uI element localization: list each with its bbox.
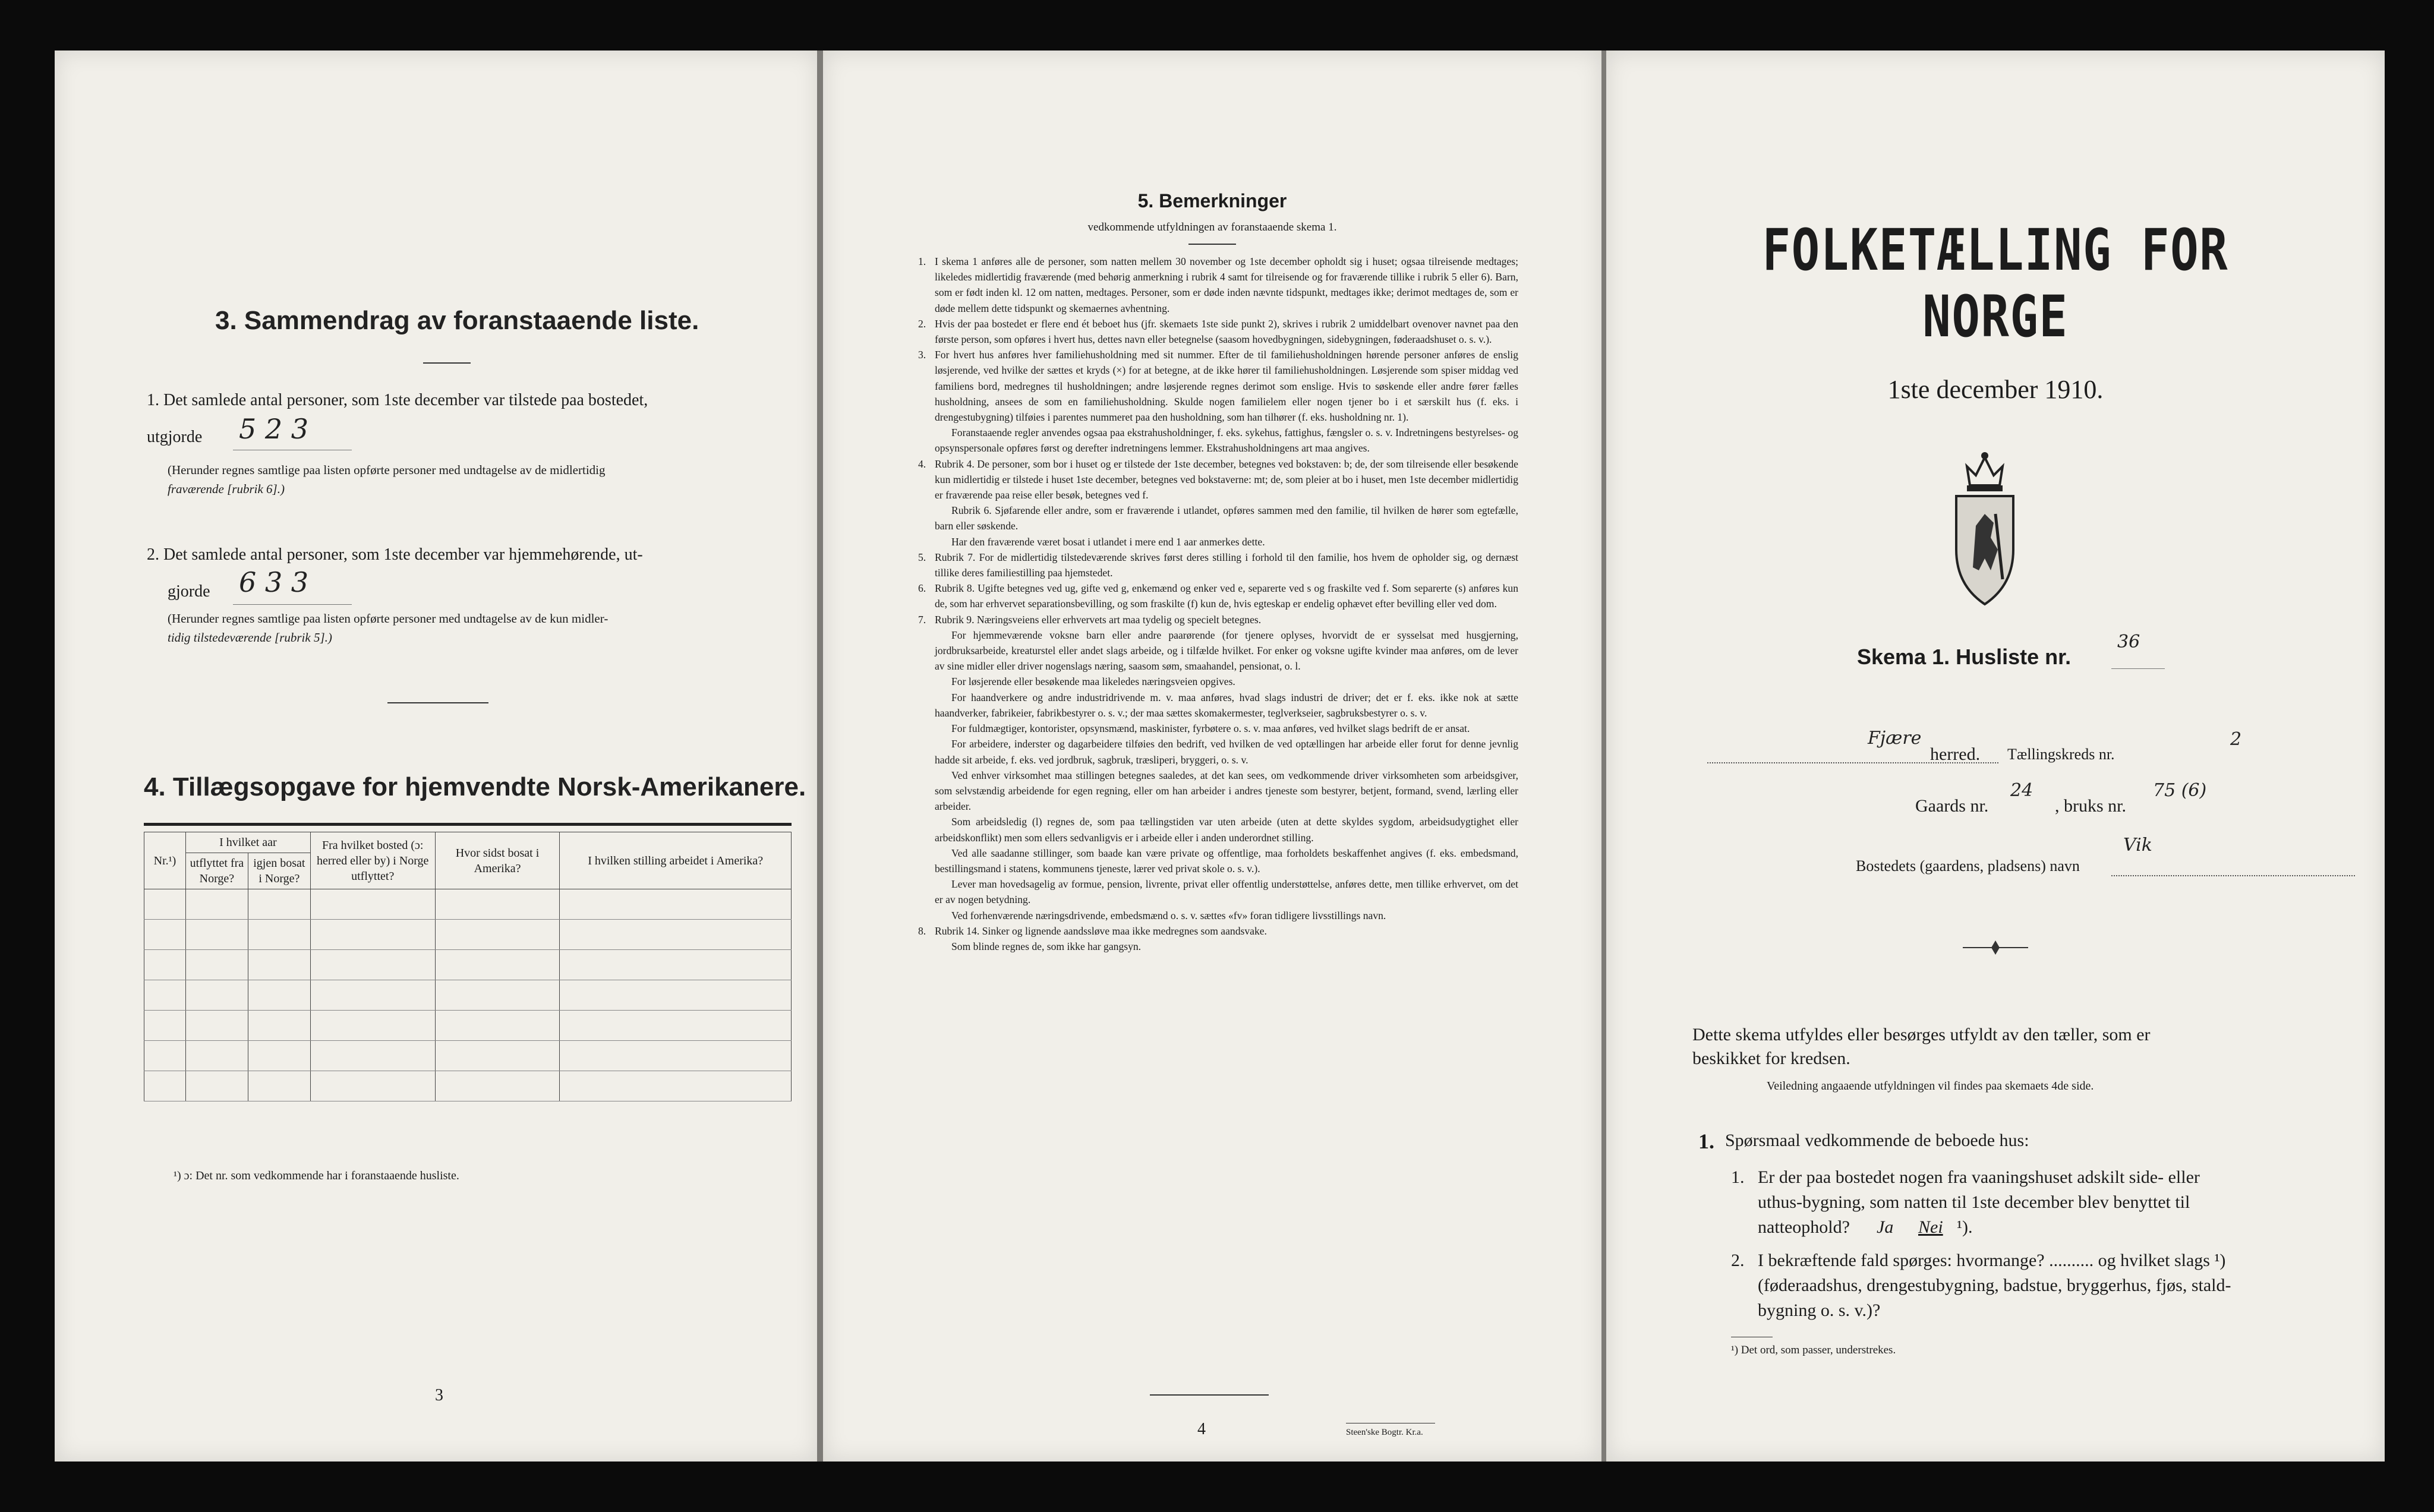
q2-text-3: bygning o. s. v.)? [1758, 1300, 1881, 1320]
item-2-note-2: tidig tilstedeværende [rubrik 5].) [168, 630, 332, 645]
col-hvor-sidst: Hvor sidst bosat i Amerika? [435, 832, 560, 889]
herred-label: herred. [1930, 744, 1981, 764]
col-hvilket-aar: I hvilket aar [185, 832, 310, 853]
divider [387, 702, 488, 703]
paragraph-text: I skema 1 anføres alle de personer, som natten mellem 30 november og 1ste december opholdt sig i huset; ogsaa tilreisende medtages; likeledes midlertidig fraværende (med behørig anmerkning i rubrik 4 samt for tilreisende og for fraværende tillike i rubrik 5 eller 6). Barn, som er født inden kl. 12 om natten, medtages. Personer, som er døde inden nævnte tidspunkt, medtages ikke; derimot medtages de, som er døde mellem dette tidspunkt og skemaernes avhentning. [935, 255, 1518, 314]
bemerkning-paragraph [918, 425, 1518, 456]
ornament-icon [1963, 939, 2028, 957]
census-title: FOLKETÆLLING FOR NORGE [1762, 217, 2229, 350]
divider [423, 362, 471, 364]
paragraph-text: For fuldmægtiger, kontorister, opsynsmænd, maskinister, fyrbøtere o. s. v. maa anføres, ved hvilket slags bedrift de er ansat. [951, 722, 1470, 735]
item-1-text: 1. Det samlede antal personer, som 1ste december var tilstede paa bostedet, [147, 391, 648, 409]
bruks-value: 75 (6) [2153, 780, 2207, 801]
paragraph-text: Hvis der paa bostedet er flere end ét beboet hus (jfr. skemaets 1ste side punkt 2), skrives i rubrik 2 umiddelbart ovenover navnet paa den første person, som opføres i hvert hus, dettes navn eller betegnelse (saasom hovedbygningen, sidebygningen, føderaadshuset o. s. v.). [935, 317, 1518, 346]
intro-note: Veiledning angaaende utfyldningen vil findes paa skemaets 4de side. [1767, 1079, 2094, 1093]
bemerkning-paragraph [918, 674, 1518, 689]
q1-ja: Ja [1877, 1217, 1894, 1237]
paragraph-text: For hvert hus anføres hver familiehusholdning med sit nummer. Efter de til familiehusholdningen hørende personer anføres de enslig løsjerende, ved hvilke der sættes et kryds (×) for at betegne, at de ikke hører til familiehusholdningen. Løsjerende som spiser middag ved familiens bord, medregnes til husholdningen; andre løsjerende regnes derimot som enslige. Hvis to søskende eller andre fører fælles husholdning, ansees de som en familiehusholdning. Skulde nogen familielem eller nogen tjener bo i et særskilt hus (f. eks. i drengestubygning) tilføies i parentes nummeret paa den husholdning, som han tilhører (f. eks. husholdning nr. 1). [935, 349, 1518, 424]
middle-page [823, 50, 1601, 1462]
paragraph-text: Lever man hovedsagelig av formue, pension, livrente, privat eller offentlig understøttelse, anføres dette, men tillike erhvervet, om det er av nogen betydning. [935, 878, 1518, 906]
bemerkning-paragraph [918, 456, 1518, 503]
printer-imprint: Steen'ske Bogtr. Kr.a. [1346, 1428, 1423, 1437]
bemerkning-paragraph [918, 768, 1518, 815]
bemerkning-paragraph [918, 534, 1518, 550]
bemerkning-paragraph [918, 814, 1518, 845]
q1-end: ¹). [1957, 1217, 1973, 1237]
item-2-text: 2. Det samlede antal personer, som 1ste december var hjemmehørende, ut- [147, 545, 643, 564]
paragraph-text: Ved forhenværende næringsdrivende, embedsmænd o. s. v. sættes «fv» foran tidligere livsstillings navn. [951, 909, 1386, 921]
q1-text: Er der paa bostedet nogen fra vaaningshuset adskilt side- eller [1758, 1167, 2200, 1187]
table-row [144, 889, 792, 920]
table-row [144, 1071, 792, 1101]
paragraph-number: 1. [918, 255, 926, 267]
bemerkning-paragraph [918, 254, 1518, 316]
paragraph-text: For løsjerende eller besøkende maa likeledes næringsveien opgives. [951, 675, 1235, 688]
bemerkning-paragraph [918, 580, 1518, 611]
kreds-label: Tællingskreds nr. [2007, 746, 2115, 763]
item-2-note: (Herunder regnes samtlige paa listen opførte personer med undtagelse av de kun midler- [168, 611, 608, 626]
bosted-label: Bostedets (gaardens, pladsens) navn [1856, 857, 2080, 875]
bosted-line [2111, 875, 2355, 876]
section-4-title: 4. Tillægsopgave for hjemvendte Norsk-Amerikanere. [144, 772, 806, 801]
bemerkning-paragraph [918, 736, 1518, 767]
q1-text-2: uthus-bygning, som natten til 1ste december blev benyttet til [1758, 1192, 2190, 1212]
paragraph-text: Foranstaaende regler anvendes ogsaa paa ekstrahusholdninger, f. eks. sykehus, fattighus, fængsler o. s. v. Indretningens bestyrelses- og opsynspersonale opføres først og derefter indretningens lemmer. Ekstrahusholdningens art maa angives. [935, 427, 1518, 454]
paragraph-text: Som blinde regnes de, som ikke har gangsyn. [951, 940, 1142, 952]
right-page [1606, 50, 2385, 1462]
page-number: 3 [435, 1386, 443, 1404]
intro-text: Dette skema utfyldes eller besørges utfyldt av den tæller, som er [1692, 1025, 2151, 1044]
q1-nei: Nei [1918, 1217, 1943, 1237]
paragraph-text: For haandverkere og andre industridrivende m. v. maa anføres, hvad slags industri de driver; det er f. eks. ikke nok at sætte haandverker, fabrikeier, fabrikbestyrer o. s. v.; der maa sættes skomakermester, teglverkseier, sagbruksbestyrer o. s. v. [935, 691, 1518, 719]
bemerkning-paragraph [918, 612, 1518, 627]
col-fra-bosted: Fra hvilket bosted (ɔ: herred eller by) i Norge utflyttet? [310, 832, 435, 889]
paragraph-text: Ved alle saadanne stillinger, som baade kan være private og offentlige, maa forholdets beskaffenhet angives (f. eks. embedsmand, bestillingsmand i statens, kommunens tjeneste, lærer ved privat skole o. s. v.). [935, 847, 1518, 875]
intro-text-2: beskikket for kredsen. [1692, 1049, 1850, 1068]
bemerkning-paragraph [918, 690, 1518, 721]
norsk-amerikanere-table [144, 832, 792, 1101]
item-1-utgjorde-label: utgjorde [147, 428, 203, 446]
paragraph-text: Rubrik 6. Sjøfarende eller andre, som er fraværende i utlandet, opføres sammen med den familie, til hvilken de hører som egtefælle, barn eller søskende. [935, 504, 1518, 532]
bruks-label: , bruks nr. [2055, 796, 2126, 816]
section-3-title: 3. Sammendrag av foranstaaende liste. [215, 306, 699, 335]
bemerkninger-body [918, 254, 1518, 954]
bemerkning-paragraph [918, 316, 1518, 347]
question-heading-number: 1. [1698, 1129, 1714, 1153]
col-utflyttet: utflyttet fra Norge? [185, 853, 248, 889]
paragraph-number: 6. [918, 582, 926, 595]
q1-text-3: natteophold? [1758, 1217, 1850, 1237]
paragraph-text: Rubrik 4. De personer, som bor i huset og er tilstede der 1ste december, betegnes ved bokstaven: b; de, der som tilreisende eller besøkende kun midlertidig er tilstede i huset 1ste december, betegnes ved bokstaverne: mt; de, som pleier at bo i huset, men 1ste december midlertidig er fraværende paa reise eller besøk, betegnes ved f. [935, 457, 1518, 501]
page-gutter [817, 50, 823, 1462]
question-heading: Spørsmaal vedkommende de beboede hus: [1725, 1131, 2029, 1150]
paragraph-text: Ved enhver virksomhet maa stillingen betegnes saaledes, at det kan sees, om vedkommende driver virksomheten som arbeidsgiver, som selvstændig arbeidende for egen regning, eller om han arbeider i andres tjeneste som bestyrer, betjent, formand, svend, lærling eller arbeider. [935, 769, 1518, 813]
bemerkning-paragraph [918, 923, 1518, 939]
col-igjen: igjen bosat i Norge? [248, 853, 310, 889]
bemerkning-paragraph [918, 550, 1518, 580]
husliste-number: 36 [2117, 632, 2140, 652]
bemerkning-paragraph [918, 347, 1518, 425]
table-row [144, 920, 792, 950]
item-2-handwritten-value: 6 3 3 [239, 566, 309, 598]
table-top-rule [144, 823, 792, 826]
paragraph-text: For arbeidere, inderster og dagarbeidere tilføies den bedrift, ved hvilken de ved optællingen har arbeide eller forut for denne jevnlig hadde sit arbeide, f. eks. ved jordbruk, sagbruk, træsliperi, bryggeri, o. s. v. [935, 738, 1518, 766]
table-row [144, 950, 792, 980]
paragraph-number: 7. [918, 613, 926, 626]
paragraph-text: Rubrik 7. For de midlertidig tilstedeværende skrives først deres stilling i forhold til den familie, hos hvem de opholder sig, og dernæst tillike deres familiestilling paa hjemstedet. [935, 551, 1518, 579]
divider [1188, 244, 1236, 245]
skema-label: Skema 1. Husliste nr. [1857, 645, 2072, 669]
herred-value: Fjære [1868, 728, 1922, 749]
paragraph-number: 8. [918, 924, 926, 937]
paragraph-text: Som arbeidsledig (l) regnes de, som paa tællingstiden var uten arbeide (uten at dette skyldes sygdom, arbeidsudygtighet eller arbeidskonflikt) men som ellers sedvanligvis er i arbeide eller i anden underordnet stilling. [935, 816, 1518, 844]
col-stilling: I hvilken stilling arbeidet i Amerika? [560, 832, 792, 889]
paragraph-text: Rubrik 9. Næringsveiens eller erhvervets art maa tydelig og specielt betegnes. [935, 613, 1262, 626]
item-1-handwritten-value: 5 2 3 [239, 413, 309, 445]
left-page [55, 50, 818, 1462]
bosted-value: Vik [2123, 835, 2152, 856]
table-footnote: ¹) ɔ: Det nr. som vedkommende har i foranstaaende husliste. [174, 1169, 459, 1182]
q2-text: I bekræftende fald spørges: hvormange? .......... og hvilket slags ¹) [1758, 1251, 2226, 1270]
paragraph-text: For hjemmeværende voksne barn eller andre paarørende (for tjenere oplyses, hvorvidt de er sysselsat med husgjerning, jordbruksarbeide, kreaturstel eller andet slags arbeide, og i tilfælde hvilket. For enker og voksne ugifte kvinder maa anføres, om de lever av sine midler eller driver nogenslags næring, saasom søm, smaahandel, pensionat, o. l. [935, 629, 1518, 673]
bemerkning-paragraph [918, 845, 1518, 876]
item-1-note: (Herunder regnes samtlige paa listen opførte personer med undtagelse av de midlertidig [168, 463, 606, 477]
gaards-label: Gaards nr. [1915, 796, 1989, 816]
bemerkning-paragraph [918, 627, 1518, 674]
gaards-value: 24 [2010, 780, 2033, 801]
q2-text-2: (føderaadshus, drengestubygning, badstue, bryggerhus, fjøs, stald- [1758, 1276, 2231, 1295]
bemerkning-paragraph [918, 908, 1518, 923]
coat-of-arms-icon [1949, 449, 2020, 609]
paragraph-text: Har den fraværende været bosat i utlandet i mere end 1 aar anmerkes dette. [951, 535, 1265, 548]
item-2-gjorde-label: gjorde [168, 582, 210, 601]
bemerkning-paragraph [918, 876, 1518, 907]
bemerkninger-subtitle: vedkommende utfyldningen av foranstaaende skema 1. [1087, 221, 1337, 233]
paragraph-number: 4. [918, 457, 926, 470]
col-nr: Nr.¹) [144, 832, 186, 889]
page-number: 4 [1197, 1420, 1206, 1438]
paragraph-number: 3. [918, 349, 926, 361]
table-row [144, 1011, 792, 1041]
table-row [144, 980, 792, 1011]
bemerkninger-title: 5. Bemerkninger [1137, 190, 1287, 212]
item-1-note-2: fraværende [rubrik 6].) [168, 482, 285, 496]
bemerkning-paragraph [918, 503, 1518, 534]
bemerkning-paragraph [918, 721, 1518, 736]
q1-number: 1. [1731, 1167, 1745, 1187]
husliste-line [2111, 668, 2165, 669]
footnote: ¹) Det ord, som passer, understrekes. [1731, 1344, 1896, 1356]
divider [1150, 1394, 1269, 1396]
paragraph-number: 2. [918, 317, 926, 330]
paragraph-text: Rubrik 14. Sinker og lignende aandssløve maa ikke medregnes som aandsvake. [935, 924, 1267, 937]
table-row [144, 1041, 792, 1071]
item-2-dotted-line [233, 604, 352, 605]
paragraph-text: Rubrik 8. Ugifte betegnes ved ug, gifte ved g, enkemænd og enker ved e, separerte ved s og fraskilte ved f. Som separerte (s) anføres kun de, som har erhvervet separationsbevilling, og som fraskilte (f) kun de, hvis egteskap er endelig ophævet efter bevilling eller ved dom. [935, 582, 1518, 610]
paragraph-number: 5. [918, 551, 926, 563]
kreds-value: 2 [2230, 729, 2242, 750]
bemerkning-paragraph [918, 939, 1518, 954]
q2-number: 2. [1731, 1251, 1745, 1270]
census-date: 1ste december 1910. [1887, 375, 2104, 404]
